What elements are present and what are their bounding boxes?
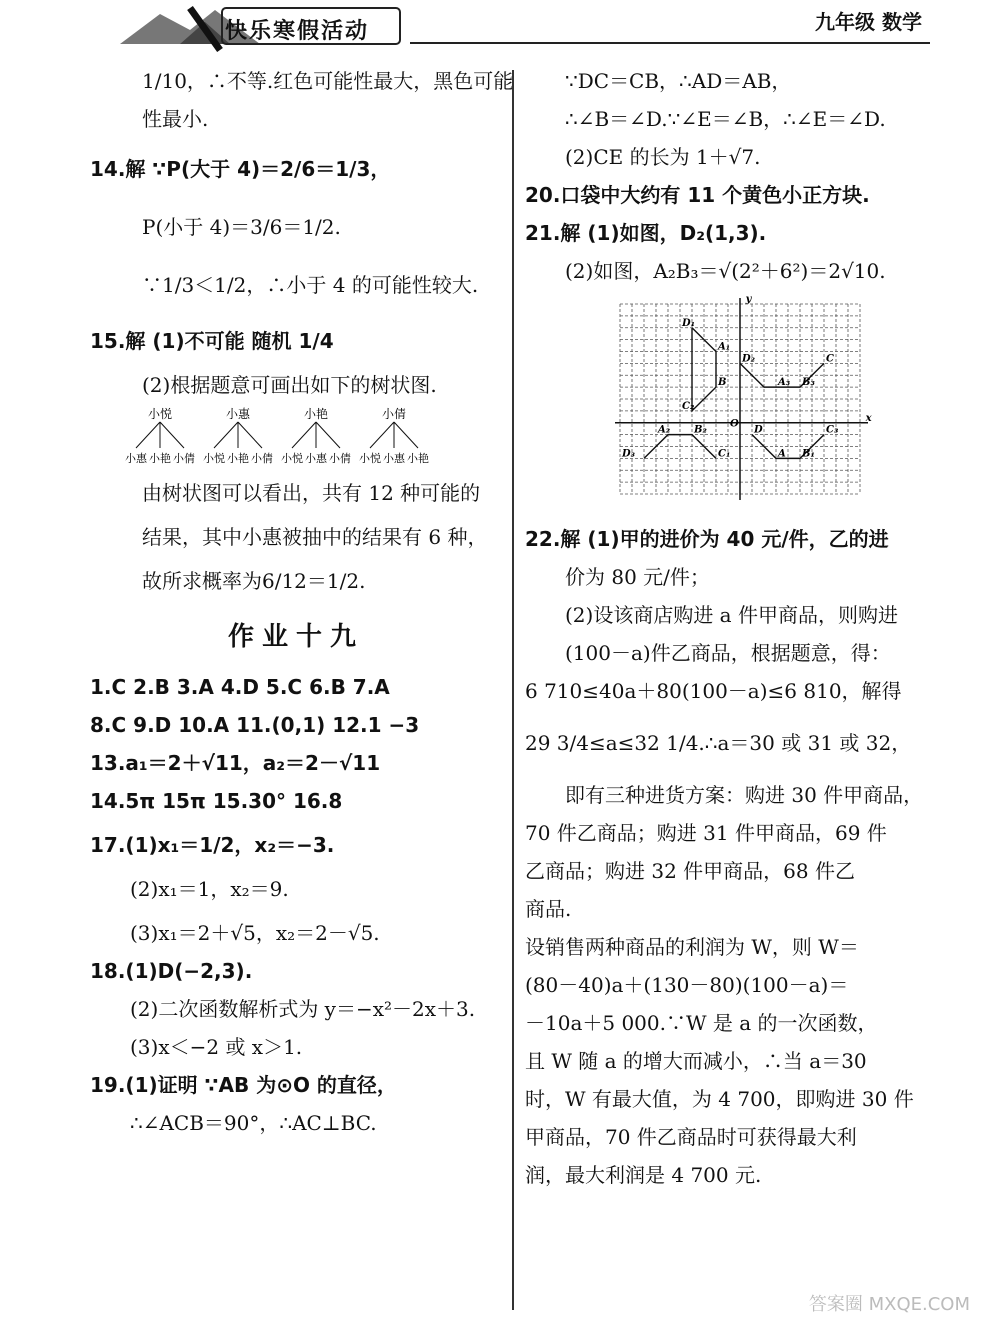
grid-label: D₃ <box>622 448 636 460</box>
tree-branch <box>370 422 394 448</box>
tree-leaf: 小悦 <box>281 452 303 465</box>
answer-line: 14.5π 15π 15.30° 16.8 <box>90 789 343 813</box>
tree-leaf: 小惠 <box>305 452 327 465</box>
text-line: 14.解 ∵P(大于 4)＝2/6＝1/3， <box>90 157 391 181</box>
tree-branch <box>292 422 316 448</box>
left-column <box>90 62 514 1142</box>
grid-label: B₃ <box>802 377 815 389</box>
tree-root: 小惠 <box>225 407 251 421</box>
text-line: (80－40)a＋(130－80)(100－a)＝ <box>525 973 849 997</box>
text-line: 6 710≤40a＋80(100－a)≤6 810，解得 <box>525 679 902 703</box>
text-line: P(小于 4)＝3/6＝1/2. <box>142 215 341 239</box>
tree-root: 小艳 <box>303 407 329 421</box>
tree-diagram <box>90 404 502 474</box>
grid-label: B₂ <box>694 424 707 436</box>
header-rule <box>410 42 930 44</box>
answer-line: (3)x₁＝2＋√5，x₂＝2－√5. <box>130 921 380 945</box>
grid-label: C₃ <box>826 424 839 436</box>
tree-leaf: 小悦 <box>359 452 381 465</box>
text-line: 21.解 (1)如图，D₂(1,3). <box>525 221 767 245</box>
text-line: 故所求概率为6/12＝1/2. <box>142 569 366 593</box>
section-title: 作业十九 <box>227 622 364 652</box>
answer-line: 13.a₁＝2＋√11，a₂＝2－√11 <box>90 751 381 775</box>
grid-label: D <box>754 424 763 436</box>
grid-label: A₂ <box>658 424 671 436</box>
tree-branch <box>238 422 262 448</box>
grid-label: A₁ <box>718 341 731 353</box>
text-line: 甲商品，70 件乙商品时可获得最大利 <box>525 1125 857 1149</box>
text-line: －10a＋5 000.∵W 是 a 的一次函数， <box>525 1011 878 1035</box>
tree-branch <box>214 422 238 448</box>
header <box>0 0 1000 52</box>
grid-label: x <box>865 412 872 424</box>
text-line: 结果，其中小惠被抽中的结果有 6 种， <box>142 525 488 549</box>
grid-label: A <box>778 448 786 460</box>
grid-label: D₂ <box>742 353 756 365</box>
right-column <box>525 62 935 1194</box>
text-line: (2)根据题意可画出如下的树状图. <box>142 373 437 397</box>
text-line: 且 W 随 a 的增大而减小，∴当 a＝30 <box>525 1049 867 1073</box>
tree-leaf: 小悦 <box>203 452 225 465</box>
banner-title: 快乐寒假活动 <box>225 19 370 44</box>
tree-leaf: 小艳 <box>149 452 171 465</box>
text-line: (2)CE 的长为 1＋√7. <box>565 145 761 169</box>
text-line: 由树状图可以看出，共有 12 种可能的 <box>142 481 481 505</box>
text-line: 70 件乙商品；购进 31 件甲商品，69 件 <box>525 821 887 845</box>
answer-line: (3)x＜−2 或 x＞1. <box>130 1035 303 1059</box>
answer-line: 19.(1)证明 ∵AB 为⊙O 的直径， <box>90 1073 397 1097</box>
text-line: 润，最大利润是 4 700 元. <box>525 1163 762 1187</box>
text-line: ∵1/3＜1/2，∴小于 4 的可能性较大. <box>142 273 479 297</box>
grid-label: A₃ <box>778 377 791 389</box>
text-line: ∵DC＝CB，∴AD＝AB， <box>565 69 792 93</box>
grid-label: C₂ <box>682 400 695 412</box>
grid-label: B₁ <box>802 448 815 460</box>
tree-branch <box>160 422 184 448</box>
text-line: 15.解 (1)不可能 随机 1/4 <box>90 329 334 353</box>
grid-label: B <box>718 377 727 389</box>
answer-line: ∴∠ACB＝90°，∴AC⊥BC. <box>130 1111 377 1135</box>
text-line: 设销售两种商品的利润为 W，则 W＝ <box>525 935 859 959</box>
text-line: 价为 80 元/件； <box>565 565 710 589</box>
grid-label: C₁ <box>718 448 731 460</box>
text-line: 22.解 (1)甲的进价为 40 元/件，乙的进 <box>525 527 889 551</box>
answer-line: 17.(1)x₁＝1/2，x₂＝−3. <box>90 833 335 857</box>
grid-label: O <box>730 418 739 430</box>
tree-branch <box>316 422 340 448</box>
text-line: 商品. <box>525 897 572 921</box>
answer-line: 18.(1)D(−2,3). <box>90 959 253 983</box>
text-line: 29 3/4≤a≤32 1/4.∴a＝30 或 31 或 32， <box>525 731 912 755</box>
text-line: 性最小. <box>142 107 209 131</box>
answer-line: (2)二次函数解析式为 y＝−x²－2x＋3. <box>130 997 476 1021</box>
tree-root: 小悦 <box>147 407 173 421</box>
text-line: ∴∠B＝∠D.∵∠E＝∠B，∴∠E＝∠D. <box>565 107 886 131</box>
tree-branch <box>394 422 418 448</box>
tree-leaf: 小艳 <box>227 452 249 465</box>
tree-branch <box>136 422 160 448</box>
tree-root: 小倩 <box>381 407 407 421</box>
coordinate-grid <box>525 296 935 506</box>
grade-subject: 九年级 数学 <box>815 10 922 34</box>
answer-line: 8.C 9.D 10.A 11.(0,1) 12.1 −3 <box>90 713 420 737</box>
tree-leaf: 小艳 <box>407 452 429 465</box>
text-line: (100－a)件乙商品，根据题意，得： <box>565 641 891 665</box>
text-line: (2)如图，A₂B₃＝√(2²＋6²)＝2√10. <box>565 259 886 283</box>
text-line: 20.口袋中大约有 11 个黄色小正方块. <box>525 183 870 207</box>
tree-leaf: 小倩 <box>173 452 195 465</box>
grid-svg <box>525 296 935 506</box>
tree-leaf: 小倩 <box>251 452 273 465</box>
column-divider <box>512 70 514 1310</box>
text-line: 1/10，∴不等.红色可能性最大，黑色可能 <box>142 69 514 93</box>
tree-svg <box>90 404 502 474</box>
grid-label: D₁ <box>682 317 696 329</box>
text-line: (2)设该商店购进 a 件甲商品，则购进 <box>565 603 898 627</box>
tree-leaf: 小倩 <box>329 452 351 465</box>
tree-leaf: 小惠 <box>125 452 147 465</box>
text-line: 时，W 有最大值，为 4 700，即购进 30 件 <box>525 1087 914 1111</box>
grid-label: C <box>826 353 834 365</box>
grid-label: y <box>745 296 752 305</box>
answer-line: (2)x₁＝1，x₂＝9. <box>130 877 289 901</box>
answer-line: 1.C 2.B 3.A 4.D 5.C 6.B 7.A <box>90 675 390 699</box>
text-line: 乙商品；购进 32 件甲商品，68 件乙 <box>525 859 855 883</box>
text-line: 即有三种进货方案：购进 30 件甲商品， <box>565 783 924 807</box>
watermark-logo: 答案圈 MXQE.COM <box>808 1294 970 1315</box>
tree-leaf: 小惠 <box>383 452 405 465</box>
